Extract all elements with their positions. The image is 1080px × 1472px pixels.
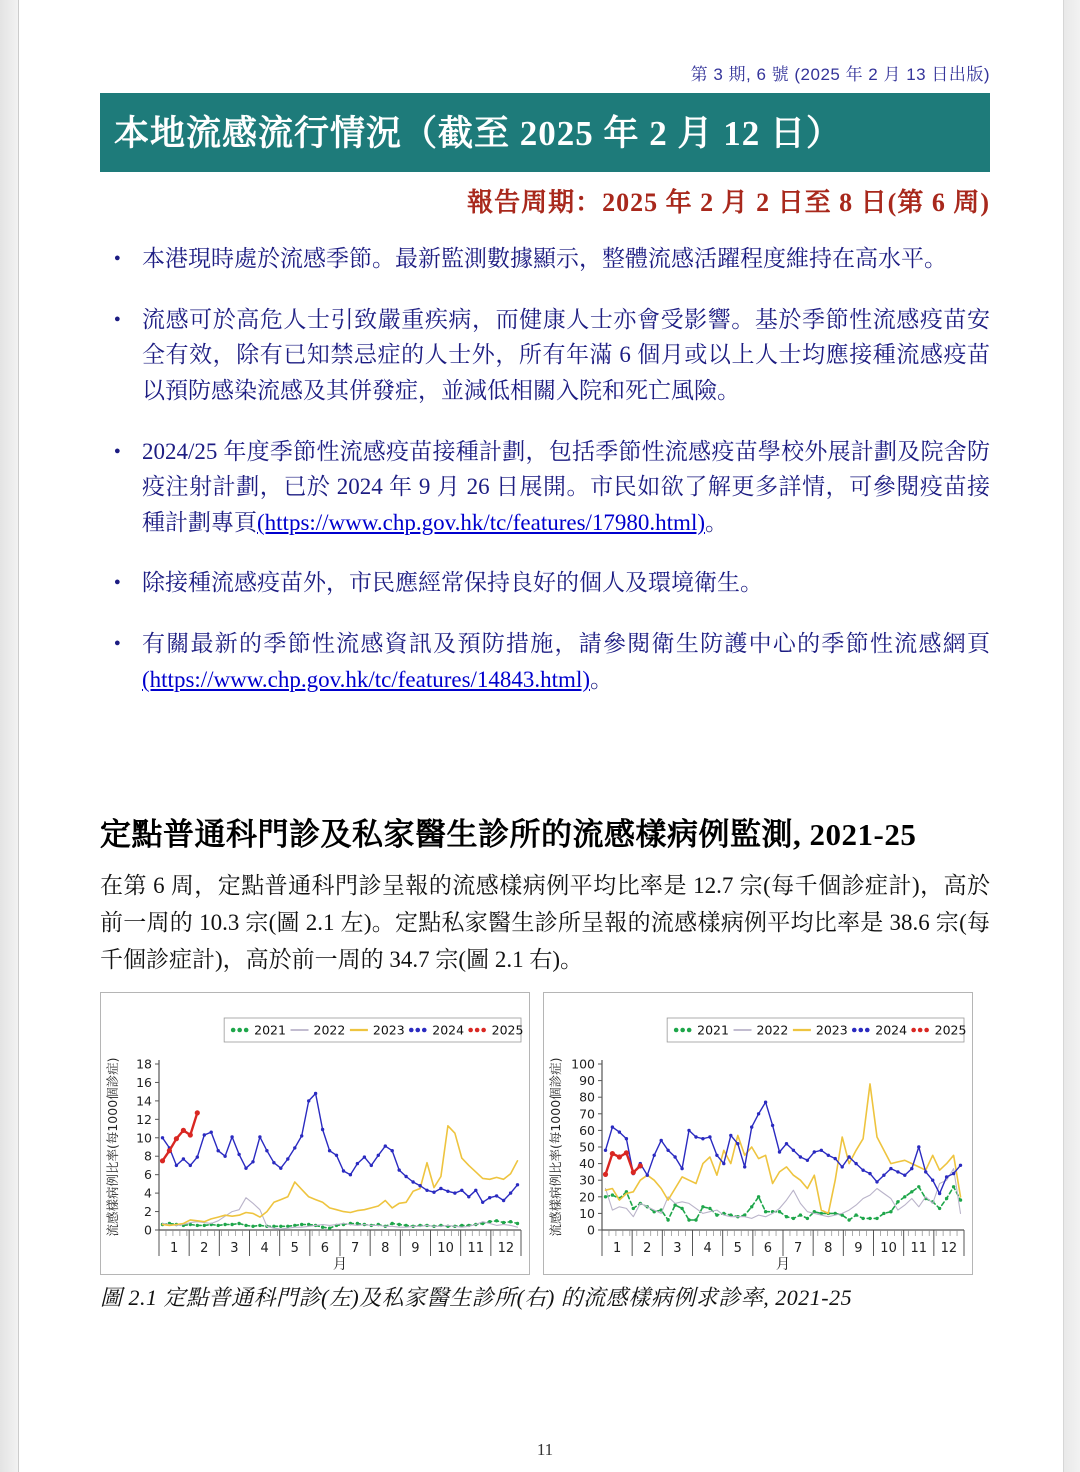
bullet-item-season-status bbox=[114, 241, 990, 277]
svg-text:月: 月 bbox=[775, 1256, 791, 1272]
svg-text:70: 70 bbox=[579, 1106, 595, 1122]
svg-text:4: 4 bbox=[144, 1185, 152, 1201]
svg-text:0: 0 bbox=[587, 1222, 595, 1238]
svg-text:1: 1 bbox=[612, 1240, 622, 1256]
bullet-item-hygiene bbox=[114, 565, 990, 601]
bullet-text: 除接種流感疫苗外，市民應經常保持良好的個人及環境衛生。 bbox=[142, 570, 763, 596]
svg-text:30: 30 bbox=[579, 1172, 595, 1188]
banner-title: 本地流感流行情況（截至 2025 年 2 月 12 日） bbox=[114, 114, 843, 153]
surveillance-paragraph: 在第 6 周，定點普通科門診呈報的流感樣病例平均比率是 12.7 宗(每千個診症計)，高於前一周的 10.3 宗(圖 2.1 左)。定點私家醫生診所呈報的流感樣病例平均比率是 38.6 宗(每千個診症計)，高於前一周的 34.7 宗(圖 2.1 右)。 bbox=[100, 873, 990, 972]
svg-text:2024: 2024 bbox=[432, 1022, 465, 1038]
gopc-ili-chart bbox=[103, 995, 527, 1272]
svg-text:6: 6 bbox=[144, 1166, 152, 1182]
svg-text:流感樣病例比率(每1000個診症): 流感樣病例比率(每1000個診症) bbox=[105, 1057, 120, 1237]
svg-text:2: 2 bbox=[643, 1240, 652, 1256]
surveillance-section-title: 定點普通科門診及私家醫生診所的流感樣病例監測, 2021-25 bbox=[100, 817, 917, 853]
bullet-text: 。 bbox=[705, 509, 728, 535]
svg-text:90: 90 bbox=[579, 1072, 595, 1088]
bullet-text: 有關最新的季節性流感資訊及預防措施，請參閱衛生防護中心的季節性流感網頁 bbox=[142, 631, 990, 657]
svg-text:5: 5 bbox=[290, 1240, 299, 1256]
svg-text:8: 8 bbox=[144, 1148, 152, 1164]
bullet-text: 本港現時處於流感季節。最新監測數據顯示，整體流感活躍程度維持在高水平。 bbox=[142, 246, 947, 271]
bullet-item-vaccine-advice bbox=[114, 302, 990, 409]
svg-text:14: 14 bbox=[136, 1093, 152, 1109]
svg-text:50: 50 bbox=[579, 1139, 595, 1155]
svg-text:2022: 2022 bbox=[313, 1022, 346, 1038]
report-period: 報告周期：2025 年 2 月 2 日至 8 日(第 6 周) bbox=[467, 188, 990, 217]
svg-text:8: 8 bbox=[381, 1240, 390, 1256]
svg-text:月: 月 bbox=[332, 1256, 348, 1272]
svg-text:100: 100 bbox=[571, 1056, 595, 1072]
svg-text:7: 7 bbox=[350, 1240, 360, 1256]
svg-text:2022: 2022 bbox=[756, 1022, 789, 1038]
svg-text:2023: 2023 bbox=[372, 1022, 405, 1038]
svg-text:12: 12 bbox=[136, 1111, 152, 1127]
svg-text:40: 40 bbox=[579, 1155, 595, 1171]
svg-text:12: 12 bbox=[497, 1240, 515, 1256]
svg-text:4: 4 bbox=[260, 1240, 269, 1256]
svg-text:18: 18 bbox=[136, 1056, 152, 1072]
page-edge-left bbox=[0, 0, 19, 1472]
figure-2-1 bbox=[100, 992, 990, 1275]
bullet-text: 2024/25 年度季節性流感疫苗接種計劃，包括季節性流感疫苗學校外展計劃及院舍防疫注射計劃，已於 2024 年 9 月 26 日展開。市民如欲了解更多詳情，可參閱疫苗接種計劃專頁 bbox=[142, 438, 990, 535]
svg-text:6: 6 bbox=[320, 1240, 330, 1256]
page-number: 11 bbox=[536, 1439, 554, 1459]
svg-text:10: 10 bbox=[579, 1205, 595, 1221]
bullet-text: 。 bbox=[590, 666, 613, 692]
svg-text:2023: 2023 bbox=[815, 1022, 848, 1038]
page-content bbox=[100, 0, 990, 1460]
seasonal-flu-page-link[interactable]: (https://www.chp.gov.hk/tc/features/14843.html) bbox=[142, 666, 590, 692]
svg-text:5: 5 bbox=[733, 1240, 742, 1256]
bullet-list bbox=[100, 241, 990, 697]
svg-text:16: 16 bbox=[136, 1074, 152, 1090]
figure-caption: 圖 2.1 定點普通科門診(左)及私家醫生診所(右) 的流感樣病例求診率, 2021-25 bbox=[100, 1284, 853, 1310]
svg-text:60: 60 bbox=[579, 1122, 595, 1138]
svg-text:2021: 2021 bbox=[697, 1022, 729, 1038]
bullet-text: 流感可於高危人士引致嚴重疾病，而健康人士亦會受影響。基於季節性流感疫苗安全有效，除有已知禁忌症的人士外，所有年滿 6 個月或以上人士均應接種流感疫苗以預防感染流感及其併發症，並減低相關入院和死亡風險。 bbox=[142, 306, 990, 403]
svg-text:流感樣病例比率(每1000個診症): 流感樣病例比率(每1000個診症) bbox=[548, 1057, 563, 1237]
svg-text:8: 8 bbox=[824, 1240, 833, 1256]
svg-text:20: 20 bbox=[579, 1189, 595, 1205]
svg-text:2021: 2021 bbox=[254, 1022, 286, 1038]
svg-text:2024: 2024 bbox=[875, 1022, 908, 1038]
svg-text:9: 9 bbox=[854, 1240, 863, 1256]
svg-text:2025: 2025 bbox=[491, 1022, 524, 1038]
bullet-item-flu-webpage bbox=[114, 626, 990, 697]
svg-text:6: 6 bbox=[763, 1240, 773, 1256]
svg-text:9: 9 bbox=[411, 1240, 420, 1256]
section-banner bbox=[100, 93, 990, 172]
gopc-ili-chart-panel bbox=[100, 992, 530, 1275]
bullet-item-vaccination-programme bbox=[114, 434, 990, 541]
svg-text:3: 3 bbox=[230, 1240, 239, 1256]
page-edge-right bbox=[1063, 0, 1080, 1472]
svg-text:10: 10 bbox=[136, 1130, 152, 1146]
svg-text:7: 7 bbox=[793, 1240, 803, 1256]
private-clinic-ili-chart-panel bbox=[543, 992, 973, 1275]
svg-text:1: 1 bbox=[169, 1240, 179, 1256]
issue-line: 第 3 期, 6 號 (2025 年 2 月 13 日出版) bbox=[690, 65, 990, 84]
svg-text:80: 80 bbox=[579, 1089, 595, 1105]
svg-text:2025: 2025 bbox=[934, 1022, 967, 1038]
vaccination-scheme-link[interactable]: (https://www.chp.gov.hk/tc/features/17980.html) bbox=[257, 509, 705, 535]
svg-text:11: 11 bbox=[910, 1240, 928, 1256]
svg-text:4: 4 bbox=[703, 1240, 712, 1256]
svg-text:12: 12 bbox=[940, 1240, 958, 1256]
svg-text:10: 10 bbox=[880, 1240, 897, 1256]
svg-text:2: 2 bbox=[200, 1240, 209, 1256]
svg-text:10: 10 bbox=[437, 1240, 454, 1256]
svg-text:3: 3 bbox=[673, 1240, 682, 1256]
svg-text:0: 0 bbox=[144, 1222, 152, 1238]
private-clinic-ili-chart bbox=[546, 995, 970, 1272]
svg-text:11: 11 bbox=[467, 1240, 485, 1256]
svg-text:2: 2 bbox=[144, 1203, 152, 1219]
